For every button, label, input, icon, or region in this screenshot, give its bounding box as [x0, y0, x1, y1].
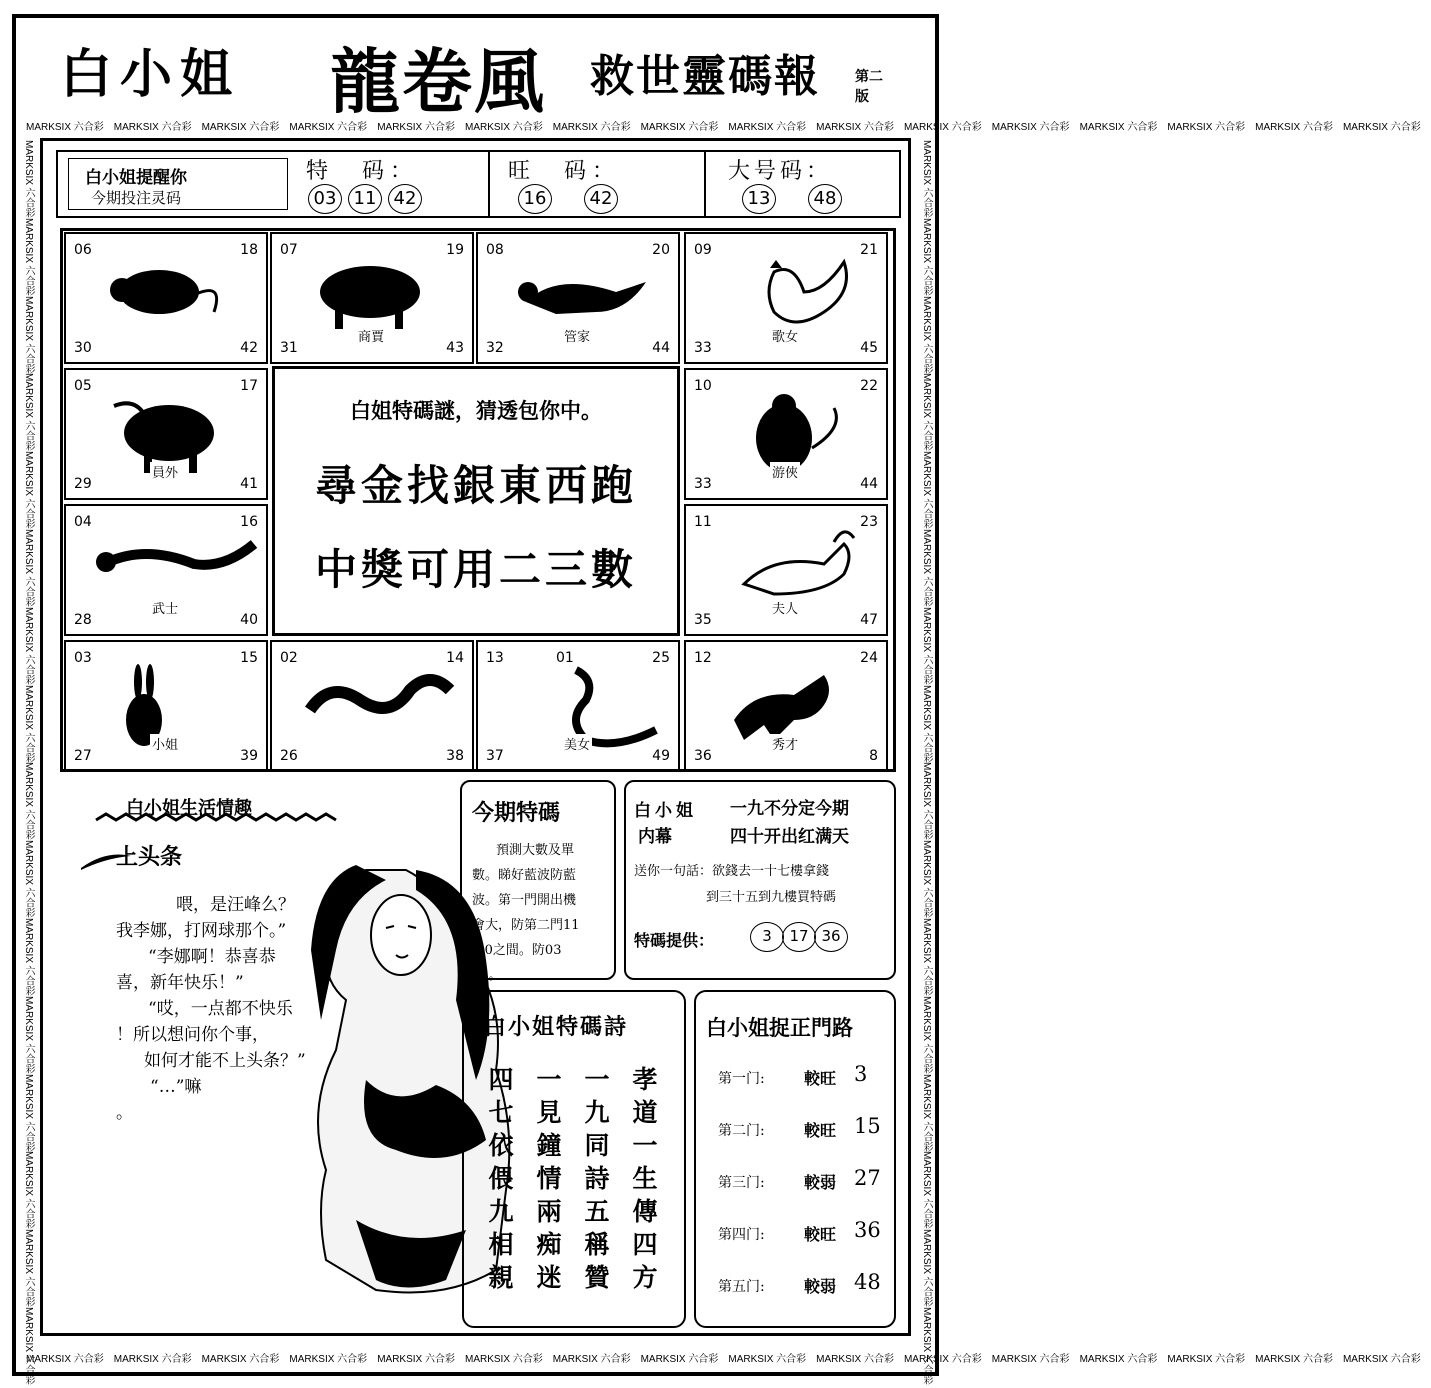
inside-number: 36: [814, 922, 848, 952]
gate-label: 第三门:: [718, 1175, 765, 1191]
marksix-mark: MARKSIX 六合彩: [201, 1354, 280, 1365]
hot-number: 42: [584, 184, 618, 214]
gate-status: 較弱: [804, 1277, 837, 1296]
marksix-strip-right: [916, 140, 934, 1385]
zodiac-number: 28: [74, 612, 92, 628]
gate-row: [718, 1166, 888, 1196]
rat-icon: [84, 252, 254, 342]
zodiac-number: 05: [74, 378, 92, 394]
zodiac-number: 26: [280, 748, 298, 764]
marksix-mark: MARKSIX 六合彩: [921, 217, 932, 296]
zodiac-role-label: 員外: [150, 462, 180, 481]
divider: [704, 152, 706, 216]
zodiac-number: 07: [280, 242, 298, 258]
zodiac-cell: [64, 368, 268, 500]
zodiac-number: 44: [860, 476, 878, 492]
zodiac-number: 04: [74, 514, 92, 530]
zodiac-cell: [684, 232, 888, 364]
inside-send2: 到三十五到九樓買特碼: [706, 890, 837, 905]
zodiac-number: 17: [240, 378, 258, 394]
marksix-mark: MARKSIX 六合彩: [728, 1354, 807, 1365]
inside-number: 3: [750, 922, 784, 952]
poem-column: 一見鐘情兩痴迷: [533, 1066, 562, 1297]
reminder-line2: 今期投注灵码: [91, 189, 182, 207]
special-number: 11: [348, 184, 382, 214]
masthead: [60, 26, 890, 123]
issue-text-line: 數。睇好藍波防藍: [472, 868, 577, 883]
marksix-mark: MARKSIX 六合彩: [23, 140, 34, 218]
zodiac-number: 35: [694, 612, 712, 628]
marksix-mark: MARKSIX 六合彩: [991, 1354, 1070, 1365]
zodiac-number: 16: [240, 514, 258, 530]
gate-status: 較旺: [804, 1069, 837, 1088]
special-number: 42: [388, 184, 422, 214]
zodiac-cell: [64, 640, 268, 772]
zodiac-number: 24: [860, 650, 878, 666]
marksix-mark: MARKSIX 六合彩: [23, 684, 34, 763]
marksix-strip-top: [26, 118, 1421, 134]
zodiac-number: 42: [240, 340, 258, 356]
zodiac-number: 08: [486, 242, 504, 258]
marksix-strip-left: [18, 140, 36, 1385]
gate-number: 48: [854, 1270, 881, 1294]
zodiac-number: 29: [74, 476, 92, 492]
brush-stroke-icon: [76, 848, 136, 878]
marksix-mark: MARKSIX 六合彩: [921, 140, 932, 218]
dialog-line: 喜，新年快乐！”: [116, 973, 244, 993]
marksix-mark: MARKSIX 六合彩: [289, 122, 368, 133]
zodiac-number: 8: [869, 748, 878, 764]
dialog-line: 我李娜，打网球那个。”: [116, 921, 287, 941]
marksix-mark: MARKSIX 六合彩: [26, 1354, 104, 1365]
dialog-line: “哎，一点都不快乐: [148, 999, 293, 1019]
marksix-mark: MARKSIX 六合彩: [23, 840, 34, 918]
dialog-line: “…”嘛: [150, 1077, 202, 1097]
special-number: 03: [308, 184, 342, 214]
gate-number: 27: [854, 1166, 881, 1190]
marksix-mark: MARKSIX 六合彩: [23, 528, 34, 607]
marksix-mark: MARKSIX 六合彩: [23, 451, 34, 529]
zodiac-role-label: 歌女: [770, 326, 800, 345]
special-numbers: [308, 184, 428, 214]
inside-numbers: [750, 922, 854, 952]
marksix-mark: MARKSIX 六合彩: [26, 122, 104, 133]
zodiac-role-label: 美女: [562, 734, 592, 753]
gate-number: 3: [854, 1062, 868, 1086]
dialog-line: “李娜啊！恭喜恭: [148, 947, 276, 967]
marksix-mark: MARKSIX 六合彩: [23, 917, 34, 996]
gate-label: 第五门:: [718, 1279, 765, 1295]
zodiac-number: 45: [860, 340, 878, 356]
marksix-mark: MARKSIX 六合彩: [113, 122, 192, 133]
marksix-mark: MARKSIX 六合彩: [23, 295, 34, 374]
marksix-mark: MARKSIX 六合彩: [921, 528, 932, 607]
zodiac-number: 20: [652, 242, 670, 258]
marksix-mark: MARKSIX 六合彩: [23, 606, 34, 685]
marksix-strip-bottom: [26, 1350, 1421, 1366]
zodiac-number: 25: [652, 650, 670, 666]
zodiac-role-label: 夫人: [770, 598, 800, 617]
zodiac-number: 33: [694, 476, 712, 492]
gate-row: [718, 1218, 888, 1248]
marksix-mark: MARKSIX 六合彩: [921, 606, 932, 685]
zodiac-cell: [64, 232, 268, 364]
marksix-mark: MARKSIX 六合彩: [903, 1354, 982, 1365]
zodiac-number: 40: [240, 612, 258, 628]
special-group: [298, 152, 488, 216]
zodiac-role-label: 管家: [562, 326, 592, 345]
zodiac-number: 13: [486, 650, 504, 666]
big-number: 48: [808, 184, 842, 214]
zodiac-number: 36: [694, 748, 712, 764]
zodiac-cell: [476, 232, 680, 364]
riddle-line1: 尋金找銀東西跑: [314, 461, 637, 510]
gates-box: [694, 990, 896, 1328]
zodiac-number: 43: [446, 340, 464, 356]
zodiac-number: 37: [486, 748, 504, 764]
marksix-mark: MARKSIX 六合彩: [921, 451, 932, 529]
marksix-mark: MARKSIX 六合彩: [921, 1151, 932, 1230]
gate-label: 第四门:: [718, 1227, 765, 1243]
marksix-mark: MARKSIX 六合彩: [23, 995, 34, 1074]
zodiac-number: 39: [240, 748, 258, 764]
marksix-mark: MARKSIX 六合彩: [1079, 1354, 1158, 1365]
marksix-mark: MARKSIX 六合彩: [921, 373, 932, 452]
zodiac-number: 22: [860, 378, 878, 394]
zodiac-number: 41: [240, 476, 258, 492]
marksix-mark: MARKSIX 六合彩: [921, 840, 932, 918]
gate-status: 較旺: [804, 1225, 837, 1244]
issue-text-line: -20之間。防03: [472, 943, 562, 958]
issue-text-line: 預測大數及單: [496, 843, 575, 858]
zodiac-number: 38: [446, 748, 464, 764]
gate-row: [718, 1062, 888, 1092]
marksix-mark: MARKSIX 六合彩: [289, 1354, 368, 1365]
zodiac-number: 49: [652, 748, 670, 764]
marksix-mark: MARKSIX 六合彩: [728, 122, 807, 133]
zodiac-number: 10: [694, 378, 712, 394]
zodiac-role-label: 游俠: [770, 462, 800, 481]
divider: [488, 152, 490, 216]
zodiac-number: 27: [74, 748, 92, 764]
marksix-mark: MARKSIX 六合彩: [1255, 122, 1333, 133]
zodiac-number: 12: [694, 650, 712, 666]
zodiac-number: 30: [74, 340, 92, 356]
zodiac-number: 31: [280, 340, 298, 356]
marksix-mark: MARKSIX 六合彩: [921, 762, 932, 841]
hot-number: 16: [518, 184, 552, 214]
hot-group: [508, 152, 698, 216]
inside-number: 17: [782, 922, 816, 952]
marksix-mark: MARKSIX 六合彩: [1255, 1354, 1333, 1365]
poem-body: [485, 1066, 668, 1306]
issue-text-line: 會大，防第二門11: [472, 918, 580, 933]
zodiac-number: 02: [280, 650, 298, 666]
big-number: 13: [742, 184, 776, 214]
marksix-mark: MARKSIX 六合彩: [201, 122, 280, 133]
gate-number: 15: [854, 1114, 881, 1138]
dialog-line: 喂，是汪峰么？: [176, 895, 295, 915]
gate-number: 36: [854, 1218, 881, 1242]
issue-text-line: 波。第一門開出機: [472, 893, 577, 908]
marksix-mark: MARKSIX 六合彩: [1342, 1354, 1421, 1365]
marksix-mark: MARKSIX 六合彩: [1079, 122, 1158, 133]
big-label: 大号码：: [728, 159, 833, 184]
zodiac-number: 15: [240, 650, 258, 666]
gate-status: 較旺: [804, 1121, 837, 1140]
dialog-line: ！所以想问你个事，: [116, 1025, 269, 1045]
zodiac-number: 14: [446, 650, 464, 666]
marksix-mark: MARKSIX 六合彩: [1167, 1354, 1246, 1365]
marksix-mark: MARKSIX 六合彩: [23, 762, 34, 841]
zodiac-number: 06: [74, 242, 92, 258]
inside-head2: 四十开出红满天: [730, 827, 849, 847]
zodiac-number: 11: [694, 514, 712, 530]
marksix-mark: MARKSIX 六合彩: [921, 684, 932, 763]
marksix-mark: MARKSIX 六合彩: [23, 1073, 34, 1152]
issue-special-title: 今期特碼: [472, 800, 561, 826]
masthead-tornado: 龍卷風: [330, 41, 546, 123]
poem-column: 四七依偎九相親: [485, 1066, 514, 1297]
marksix-mark: MARKSIX 六合彩: [23, 373, 34, 452]
marksix-mark: MARKSIX 六合彩: [377, 122, 455, 133]
marksix-mark: MARKSIX 六合彩: [921, 917, 932, 996]
gate-row: [718, 1270, 888, 1300]
marksix-mark: MARKSIX 六合彩: [377, 1354, 455, 1365]
inside-title2: 内幕: [638, 827, 672, 847]
zodiac-number: 32: [486, 340, 504, 356]
marksix-mark: MARKSIX 六合彩: [1342, 122, 1421, 133]
marksix-mark: MARKSIX 六合彩: [552, 1354, 631, 1365]
marksix-mark: MARKSIX 六合彩: [640, 122, 719, 133]
zodiac-number: 18: [240, 242, 258, 258]
marksix-mark: MARKSIX 六合彩: [464, 122, 543, 133]
marksix-mark: MARKSIX 六合彩: [464, 1354, 543, 1365]
zodiac-number: 33: [694, 340, 712, 356]
zodiac-number: 44: [652, 340, 670, 356]
poem-title: 白小姐特碼詩: [484, 1014, 629, 1040]
inside-provide: 特碼提供：: [634, 931, 715, 950]
poem-box: [462, 990, 686, 1328]
numbers-panel: [56, 150, 901, 218]
life-title: 白小姐生活情趣: [126, 798, 252, 819]
zodiac-cell: [270, 232, 474, 364]
inside-send1: 送你一句話：欲錢去一十七樓拿錢: [634, 864, 830, 879]
big-group: [728, 152, 898, 216]
zodiac-cell: [684, 504, 888, 636]
dragon-icon: [290, 660, 460, 750]
marksix-mark: MARKSIX 六合彩: [23, 1151, 34, 1230]
masthead-paper: 救世靈碼報: [590, 51, 820, 102]
reminder-box: [68, 158, 288, 210]
issue-text-line: 38。: [472, 968, 502, 983]
riddle-intro: 白姐特碼謎，猜透包你中。: [350, 398, 602, 423]
marksix-mark: MARKSIX 六合彩: [640, 1354, 719, 1365]
marksix-mark: MARKSIX 六合彩: [903, 122, 982, 133]
zodiac-number: 21: [860, 242, 878, 258]
zodiac-cell: [684, 640, 888, 772]
zodiac-number: 19: [446, 242, 464, 258]
marksix-mark: MARKSIX 六合彩: [816, 1354, 894, 1365]
poem-column: 孝道一生傳四方: [629, 1066, 658, 1297]
marksix-mark: MARKSIX 六合彩: [921, 1073, 932, 1152]
marksix-mark: MARKSIX 六合彩: [113, 1354, 192, 1365]
inside-title1: 白小姐: [634, 801, 697, 821]
poem-column: 一九同詩五稱贊: [581, 1066, 610, 1297]
issue-special-box: [460, 780, 616, 983]
marksix-mark: MARKSIX 六合彩: [921, 1229, 932, 1307]
gate-row: [718, 1114, 888, 1144]
gate-status: 較弱: [804, 1173, 837, 1192]
zodiac-number: 03: [74, 650, 92, 666]
zodiac-role-label: 秀才: [770, 734, 800, 753]
gate-label: 第二门:: [718, 1123, 765, 1139]
marksix-mark: MARKSIX 六合彩: [921, 1306, 932, 1385]
zodiac-number: 23: [860, 514, 878, 530]
marksix-mark: MARKSIX 六合彩: [991, 122, 1070, 133]
masthead-miss: 白小姐: [60, 45, 241, 105]
inside-box: [624, 780, 896, 980]
marksix-mark: MARKSIX 六合彩: [552, 122, 631, 133]
marksix-mark: MARKSIX 六合彩: [921, 995, 932, 1074]
zodiac-cell: [684, 368, 888, 500]
hot-numbers: [518, 184, 624, 214]
zodiac-role-label: 商賈: [356, 326, 386, 345]
gates-title: 白小姐捉正門路: [706, 1015, 853, 1040]
reminder-line1: 白小姐提醒你: [85, 168, 187, 188]
zodiac-cell: [64, 504, 268, 636]
riddle-line2: 中獎可用二三數: [314, 545, 637, 594]
zodiac-cell: [270, 640, 474, 772]
zodiac-role-label: 小姐: [150, 734, 180, 753]
gate-label: 第一门:: [718, 1071, 765, 1087]
big-numbers: [742, 184, 848, 214]
life-section: [66, 780, 452, 1336]
dialog-line: 如何才能不上头条？”: [144, 1051, 306, 1071]
zodiac-number: 47: [860, 612, 878, 628]
zodiac-role-label: 武士: [150, 598, 180, 617]
special-label: 特 码：: [306, 159, 419, 184]
dialog-line: 。: [116, 1103, 133, 1123]
life-subtitle: 上头条: [116, 844, 183, 870]
zodiac-number: 01: [556, 650, 574, 666]
marksix-mark: MARKSIX 六合彩: [23, 1306, 34, 1385]
issue-special-text: [472, 838, 612, 988]
marksix-mark: MARKSIX 六合彩: [816, 122, 894, 133]
riddle-box: [272, 366, 680, 636]
zodiac-cell: [476, 640, 680, 772]
edition-label: 第二版: [855, 69, 883, 105]
marksix-mark: MARKSIX 六合彩: [921, 295, 932, 374]
zodiac-number: 09: [694, 242, 712, 258]
marksix-mark: MARKSIX 六合彩: [23, 217, 34, 296]
hot-label: 旺 码：: [508, 159, 621, 184]
inside-head1: 一九不分定今期: [730, 799, 849, 819]
marksix-mark: MARKSIX 六合彩: [23, 1229, 34, 1307]
marksix-mark: MARKSIX 六合彩: [1167, 122, 1246, 133]
